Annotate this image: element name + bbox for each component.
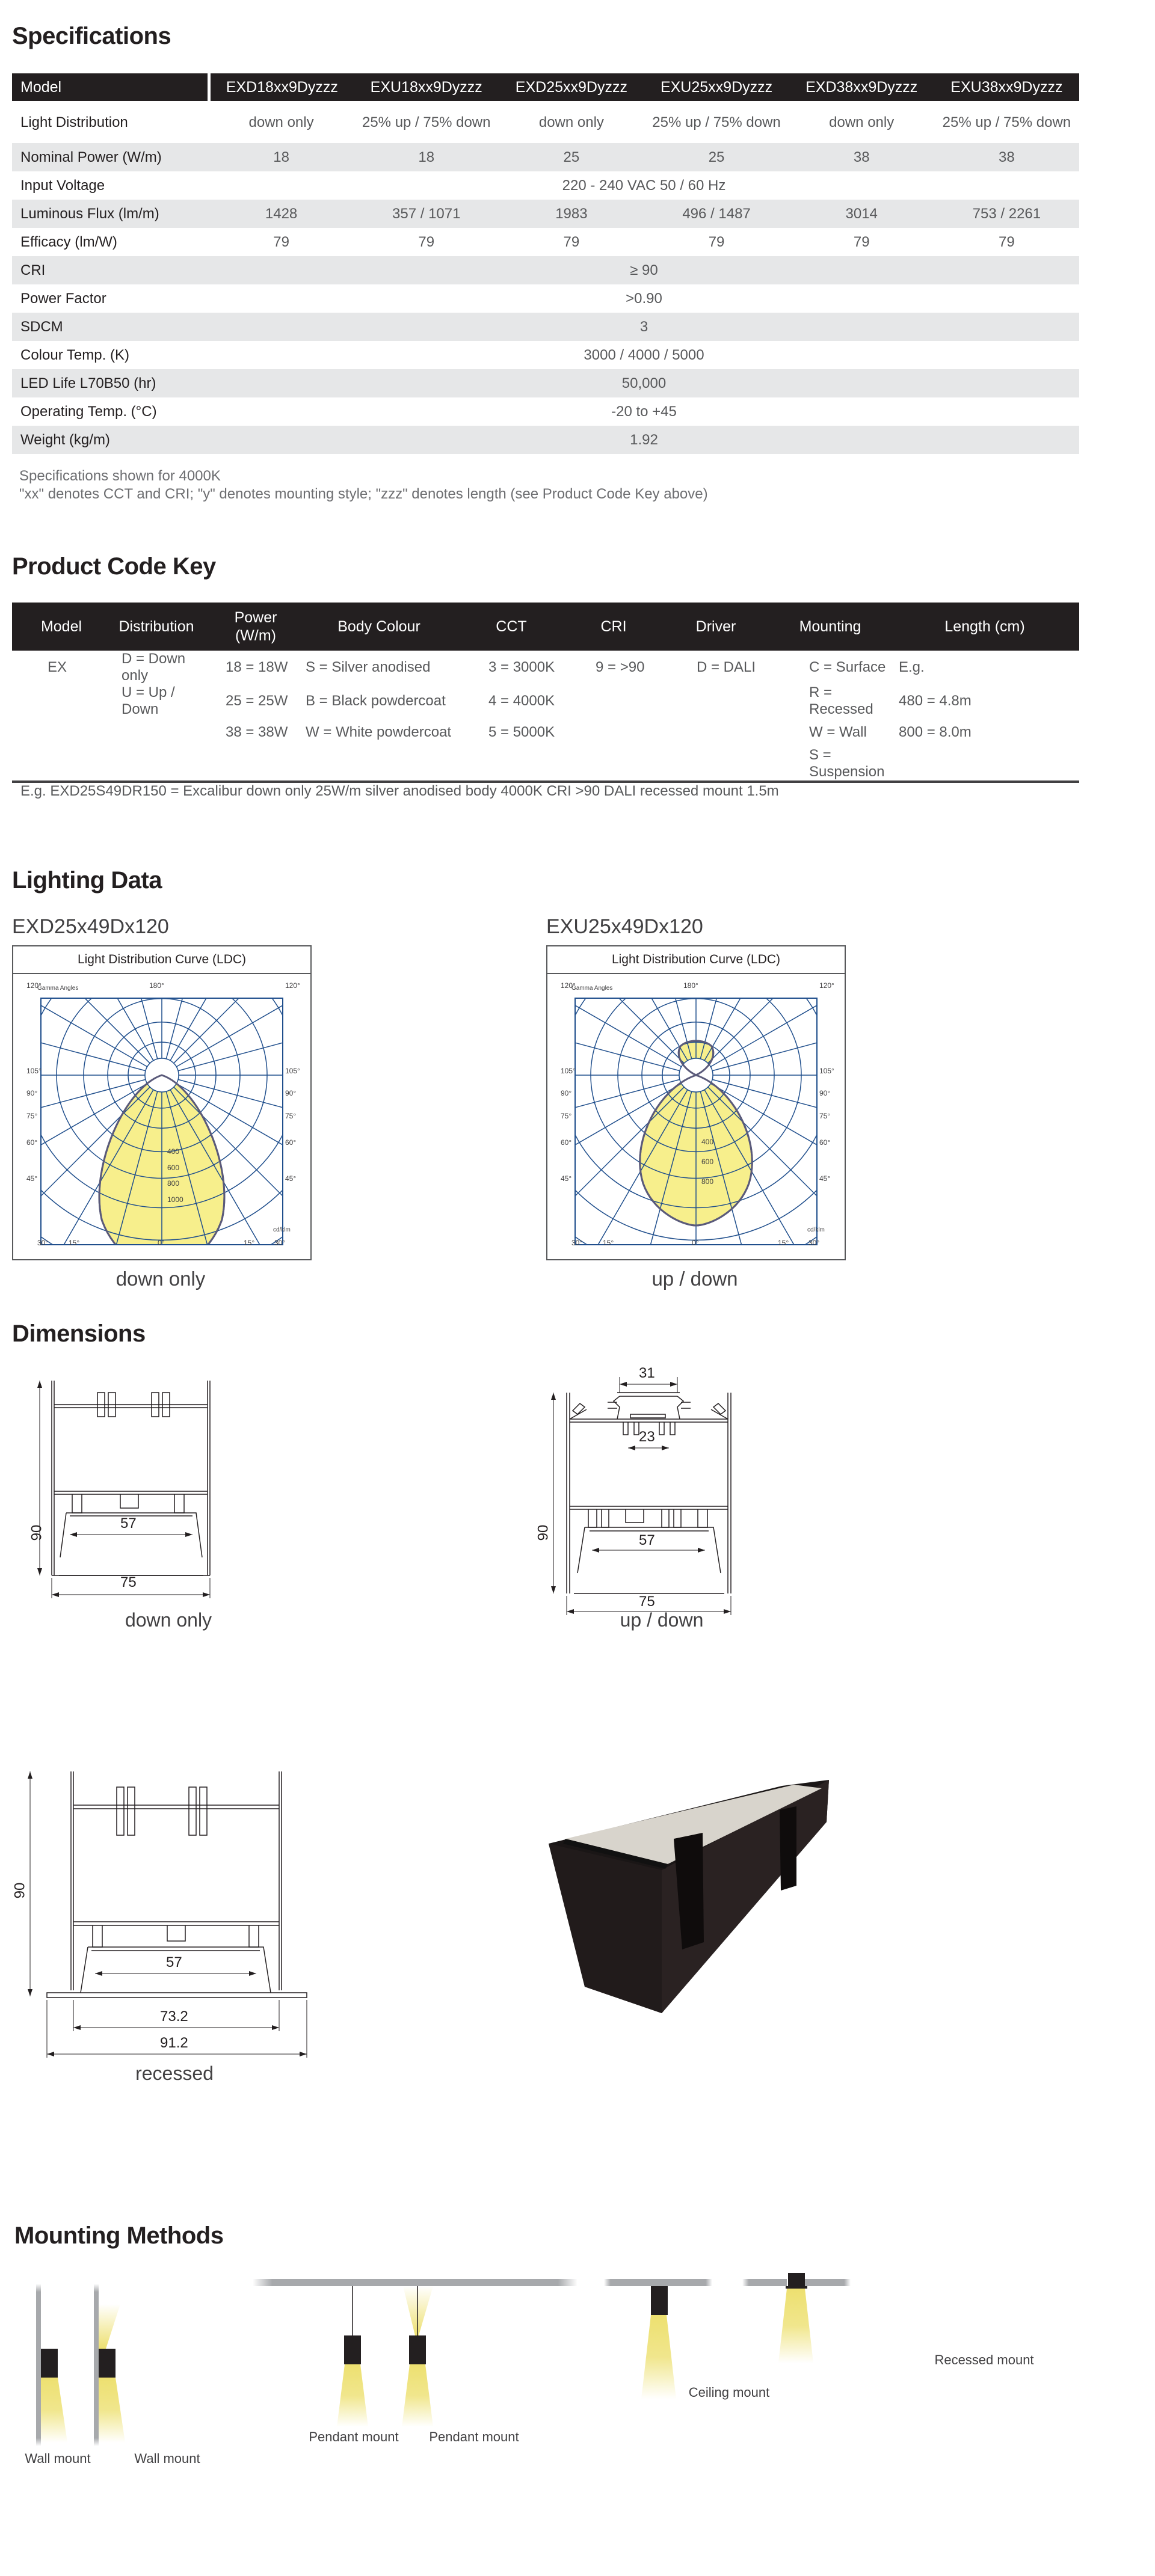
spec-label: Light Distribution [20, 114, 128, 130]
wall-mount-updown-icon [94, 2284, 125, 2446]
axis-label: 45° [561, 1174, 572, 1183]
spec-cell: 3000 / 4000 / 5000 [584, 346, 704, 363]
dimensions-heading: Dimensions [12, 1320, 146, 1347]
axis-label: 15° [778, 1239, 789, 1247]
code-cct: 4 = 4000K [488, 693, 555, 709]
spec-cell: down only [538, 114, 604, 130]
spec-header-model: Model [12, 73, 209, 101]
axis-label: 180° [683, 981, 698, 990]
axis-label: 105° [819, 1067, 834, 1075]
axis-label: 75° [285, 1112, 297, 1120]
spec-header-col: EXD38xx9Dyzzz [789, 73, 934, 101]
spec-row-cri [12, 256, 1079, 284]
spec-cell: ≥ 90 [209, 256, 1079, 284]
spec-cell: down only [248, 114, 314, 130]
code-mounting: C = Surface [809, 659, 886, 675]
ldc-caption-updown: up / down [651, 1268, 738, 1290]
axis-label: 120° [26, 981, 42, 990]
code-body-colour: B = Black powdercoat [306, 693, 446, 709]
dim-caption-recessed: recessed [135, 2062, 214, 2084]
code-mounting: S = Suspension [770, 747, 890, 782]
spec-cell: 220 - 240 VAC 50 / 60 Hz [562, 177, 726, 194]
dim-body-label: 73.2 [160, 2008, 188, 2025]
axis-label: 75° [26, 1112, 38, 1120]
spec-cell: 79 [708, 233, 725, 250]
code-row [12, 651, 1079, 684]
code-distribution: D = Down only [122, 651, 186, 684]
spec-cell: 357 / 1071 [354, 200, 499, 228]
spec-cell: 3 [209, 313, 1079, 341]
spec-header-col: EXD18xx9Dyzzz [209, 73, 354, 101]
recessed-mount-icon [778, 2273, 813, 2363]
spec-cell: 25% up / 75% down [362, 114, 491, 130]
ring-label: 600 [701, 1158, 714, 1166]
code-header-cri: CRI [565, 603, 662, 651]
code-header-distribution: Distribution [102, 603, 211, 651]
mounting-methods-heading: Mounting Methods [14, 2222, 224, 2249]
ldc-plot [547, 974, 845, 1259]
axis-label: 105° [26, 1067, 42, 1075]
ceiling-bar [253, 2279, 578, 2286]
spec-row-efficacy [12, 228, 1079, 256]
axis-label: 30° [571, 1239, 583, 1247]
code-length: E.g. [899, 659, 925, 675]
axis-label: 90° [561, 1089, 572, 1097]
pendant-mount-updown-icon [402, 2286, 433, 2427]
spec-header-row [12, 73, 1079, 101]
spec-label: Nominal Power (W/m) [12, 143, 209, 171]
product-code-table [12, 603, 1079, 783]
code-body-colour: W = White powdercoat [306, 724, 452, 740]
axis-unit: cd/klm [807, 1227, 825, 1233]
spec-cell: 753 / 2261 [934, 200, 1079, 228]
dim-flange-label: 91.2 [160, 2035, 188, 2051]
code-power: 38 = 38W [226, 724, 288, 740]
axis-label: 90° [26, 1089, 38, 1097]
ring-label: 1000 [167, 1195, 183, 1204]
product-code-key-heading: Product Code Key [12, 553, 216, 580]
mount-caption: Pendant mount [429, 2429, 519, 2444]
spec-cell: 79 [853, 233, 870, 250]
dim-height-label: 90 [28, 1524, 45, 1541]
ldc-chart-updown [546, 945, 846, 1260]
code-model: EX [47, 659, 67, 675]
spec-cell: 25 [499, 143, 644, 171]
axis-label: 60° [819, 1138, 831, 1147]
ring-label: 400 [167, 1147, 180, 1156]
spec-cell: 25% up / 75% down [652, 114, 781, 130]
product-render-image [529, 1768, 842, 2032]
axis-label: 180° [149, 981, 164, 990]
spec-header-col: EXU25xx9Dyzzz [644, 73, 789, 101]
spec-label: Input Voltage [20, 177, 105, 194]
spec-cell: 79 [563, 233, 580, 250]
dimension-drawing-down-only [24, 1377, 289, 1714]
code-example: E.g. EXD25S49DR150 = Excalibur down only 25W/m silver anodised body 4000K CRI >90 DALI recessed mount 1.5m [20, 783, 779, 799]
code-driver: D = DALI [697, 659, 756, 675]
code-body-colour: S = Silver anodised [306, 659, 431, 675]
axis-label: 30° [37, 1239, 49, 1247]
mount-caption: Recessed mount [934, 2352, 1034, 2367]
spec-cell: 79 [273, 233, 289, 250]
ldc-chart-down [12, 945, 312, 1260]
dim-width-label: 75 [639, 1593, 655, 1610]
spec-note: Specifications shown for 4000K [19, 468, 221, 484]
code-header-driver: Driver [662, 603, 770, 651]
spec-cell: 79 [999, 233, 1015, 250]
spec-cell: 1983 [499, 200, 644, 228]
spec-row-sdcm [12, 313, 1079, 341]
spec-label: CRI [12, 256, 209, 284]
ldc-caption-down: down only [116, 1268, 206, 1290]
code-header-power-line2: (W/m) [235, 627, 277, 644]
axis-label: 15° [244, 1239, 255, 1247]
dim-height-label: 90 [11, 1882, 28, 1899]
dim-top-outer-label: 31 [639, 1365, 655, 1381]
ldc-chart-title: Light Distribution Curve (LDC) [547, 946, 845, 974]
spec-cell: down only [829, 114, 895, 130]
spec-cell: 1.92 [209, 426, 1079, 454]
code-mounting: W = Wall [809, 724, 867, 740]
spec-row-weight [12, 426, 1079, 454]
wall-mount-down-icon [36, 2284, 67, 2446]
axis-label: 75° [561, 1112, 572, 1120]
spec-label: Operating Temp. (°C) [20, 403, 157, 420]
axis-label: 45° [819, 1174, 831, 1183]
spec-cell: 38 [934, 143, 1079, 171]
ceiling-bar [604, 2279, 712, 2286]
specifications-table [12, 73, 1079, 454]
spec-cell: -20 to +45 [611, 403, 677, 420]
spec-cell: 496 / 1487 [644, 200, 789, 228]
dimension-drawing-up-down [529, 1359, 806, 1696]
lighting-data-heading: Lighting Data [12, 867, 162, 894]
ldc-model-updown: EXU25x49Dx120 [546, 915, 703, 938]
axis-label: 90° [819, 1089, 831, 1097]
axis-label: 15° [603, 1239, 614, 1247]
spec-cell: 18 [209, 143, 354, 171]
ldc-plot [13, 974, 310, 1259]
spec-header-col: EXU18xx9Dyzzz [354, 73, 499, 101]
dim-inner-label: 57 [166, 1954, 182, 1970]
spec-cell: 50,000 [209, 369, 1079, 397]
axis-label: 45° [26, 1174, 38, 1183]
code-cct: 3 = 3000K [488, 659, 555, 675]
code-row [12, 684, 1079, 718]
code-row [12, 718, 1079, 747]
ldc-chart-title: Light Distribution Curve (LDC) [13, 946, 310, 974]
spec-row-nominal-power [12, 143, 1079, 171]
code-length: 480 = 4.8m [899, 693, 972, 709]
axis-label: 60° [26, 1138, 38, 1147]
dim-caption-up-down: up / down [620, 1609, 704, 1631]
spec-cell: 79 [418, 233, 435, 250]
dim-caption-down-only: down only [125, 1609, 212, 1631]
spec-cell: 25 [644, 143, 789, 171]
spec-note: "xx" denotes CCT and CRI; "y" denotes mounting style; "zzz" denotes length (see Product Code Key above) [19, 486, 708, 502]
axis-unit: cd/klm [273, 1227, 291, 1233]
spec-cell: 1428 [209, 200, 354, 228]
spec-label: Efficacy (lm/W) [20, 233, 117, 250]
spec-cell: 38 [789, 143, 934, 171]
ring-label: 400 [701, 1138, 714, 1146]
spec-cell: 18 [354, 143, 499, 171]
spec-row-power-factor [12, 284, 1079, 313]
code-mounting: R = Recessed [809, 684, 873, 717]
spec-label: Weight (kg/m) [12, 426, 209, 454]
spec-label: Luminous Flux (lm/m) [12, 200, 209, 228]
axis-label: 0° [158, 1239, 165, 1247]
axis-label: 0° [692, 1239, 699, 1247]
code-row [12, 747, 1079, 782]
code-cri: 9 = >90 [596, 659, 645, 675]
code-header-model: Model [12, 603, 102, 651]
axis-label: 45° [285, 1174, 297, 1183]
code-distribution: U = Up / Down [122, 684, 175, 717]
spec-row-luminous-flux [12, 200, 1079, 228]
axis-label: 105° [561, 1067, 576, 1075]
spec-label: LED Life L70B50 (hr) [12, 369, 209, 397]
code-length: 800 = 8.0m [899, 724, 972, 740]
axis-label: 120° [285, 981, 300, 990]
mount-caption: Pendant mount [309, 2429, 399, 2444]
axis-label: 120° [819, 981, 834, 990]
spec-row-light-distribution [12, 101, 1079, 143]
spec-cell: 3014 [789, 200, 934, 228]
mounting-methods-illustrations [0, 2273, 1155, 2525]
spec-header-col: EXU38xx9Dyzzz [934, 73, 1079, 101]
code-header-mounting: Mounting [770, 603, 890, 651]
code-header-cct: CCT [457, 603, 565, 651]
ring-label: 600 [167, 1164, 180, 1172]
axis-label: Gamma Angles [571, 985, 613, 992]
ceiling-mount-icon [641, 2286, 676, 2399]
ldc-model-down: EXD25x49Dx120 [12, 915, 169, 938]
spec-row-led-life [12, 369, 1079, 397]
ring-label: 800 [167, 1179, 180, 1188]
axis-label: Gamma Angles [37, 985, 79, 992]
axis-label: 15° [69, 1239, 80, 1247]
dim-top-inner-label: 23 [639, 1429, 655, 1445]
spec-cell: >0.90 [626, 290, 662, 307]
spec-row-colour-temp [12, 341, 1079, 369]
spec-row-input-voltage [12, 171, 1079, 200]
ring-label: 800 [701, 1177, 714, 1186]
code-header-power-line1: Power [234, 609, 277, 626]
mount-caption: Wall mount [25, 2451, 91, 2466]
axis-label: 90° [285, 1089, 297, 1097]
dim-height-label: 90 [535, 1524, 552, 1541]
dim-inner-label: 57 [120, 1515, 137, 1532]
spec-row-operating-temp [12, 397, 1079, 426]
axis-label: 30° [274, 1239, 286, 1247]
axis-label: 120° [561, 981, 576, 990]
code-header-row [12, 603, 1079, 651]
axis-label: 60° [285, 1138, 297, 1147]
dim-width-label: 75 [120, 1574, 137, 1590]
mount-caption: Ceiling mount [688, 2385, 770, 2400]
spec-label: SDCM [12, 313, 209, 341]
code-power: 25 = 25W [226, 693, 288, 709]
code-power: 18 = 18W [226, 659, 288, 675]
code-header-body-colour: Body Colour [301, 603, 457, 651]
spec-cell: 25% up / 75% down [942, 114, 1071, 130]
axis-label: 30° [808, 1239, 820, 1247]
code-header-length: Length (cm) [890, 603, 1079, 651]
spec-header-col: EXD25xx9Dyzzz [499, 73, 644, 101]
code-header-power [211, 603, 301, 651]
axis-label: 105° [285, 1067, 300, 1075]
specifications-heading: Specifications [12, 23, 171, 49]
mount-caption: Wall mount [134, 2451, 200, 2466]
pendant-mount-down-icon [337, 2286, 368, 2427]
spec-label: Colour Temp. (K) [20, 346, 129, 363]
code-cct: 5 = 5000K [488, 724, 555, 740]
axis-label: 60° [561, 1138, 572, 1147]
axis-label: 75° [819, 1112, 831, 1120]
dim-inner-label: 57 [639, 1532, 655, 1548]
spec-label: Power Factor [20, 290, 106, 307]
